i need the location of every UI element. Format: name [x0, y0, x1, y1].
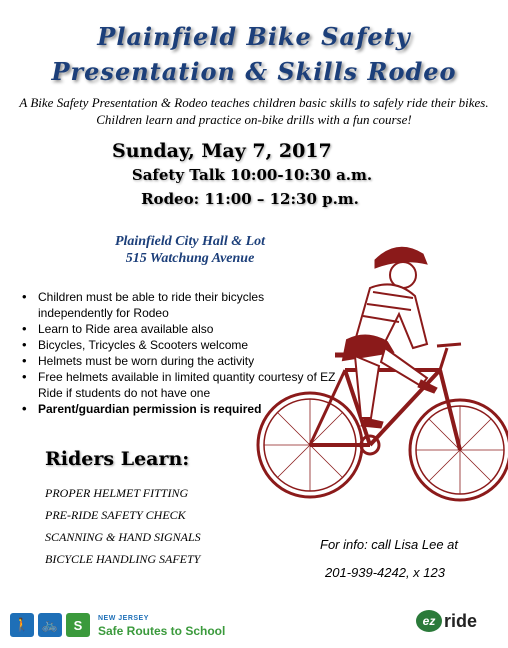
learn-item: PRE-RIDE SAFETY CHECK [45, 508, 186, 522]
intro-text: A Bike Safety Presentation & Rodeo teaches children basic skills to safely ride their bikes. Children learn and practice on-bike drills with a fun course! [19, 95, 489, 127]
learn-item: PROPER HELMET FITTING [45, 486, 189, 500]
bicycle-icon: 🚲 [38, 613, 62, 637]
safety-talk-time: Safety Talk 10:00-10:30 a.m. [131, 166, 373, 184]
bullet-item: • Bicycles, Tricycles & Scooters welcome [20, 337, 340, 353]
bullet-item: • Learn to Ride area available also [20, 321, 340, 337]
rodeo-time: Rodeo: 11:00 – 12:30 p.m. [141, 190, 359, 208]
ez-word: ride [444, 610, 478, 631]
bullet-item: • Helmets must be worn during the activity [20, 353, 340, 369]
srts-small-text: NEW JERSEY [98, 615, 149, 622]
event-date: Sunday, May 7, 2017 [112, 140, 332, 162]
title-line-2: Presentation & Skills Rodeo [51, 57, 457, 86]
riders-learn-heading: Riders Learn: [45, 448, 190, 470]
title-line-1: Plainfield Bike Safety [97, 22, 411, 51]
location-address: 515 Watchung Avenue [125, 251, 255, 266]
ezride-logo [416, 610, 477, 632]
safe-routes-logo [10, 610, 225, 640]
location-name: Plainfield City Hall & Lot [114, 234, 266, 249]
srts-big-text: Safe Routes to School [98, 624, 226, 638]
learn-item: SCANNING & HAND SIGNALS [45, 530, 201, 544]
bullet-item: • Parent/guardian permission is required [20, 401, 340, 417]
walking-icon: 🚶 [10, 613, 34, 637]
contact-phone: 201-939-4242, x 123 [325, 565, 445, 580]
bullet-item: • Free helmets available in limited quantity courtesy of EZ Ride if students do not have one [20, 369, 340, 401]
ez-circle: ez [416, 610, 442, 632]
route-icon: S [66, 613, 90, 637]
event-details-list [20, 289, 340, 417]
contact-info-line-1: For info: call Lisa Lee at [320, 537, 459, 552]
riders-learn-list [45, 482, 201, 570]
bullet-item: • Children must be able to ride their bicycles independently for Rodeo [20, 289, 340, 321]
learn-item: BICYCLE HANDLING SAFETY [45, 552, 201, 566]
